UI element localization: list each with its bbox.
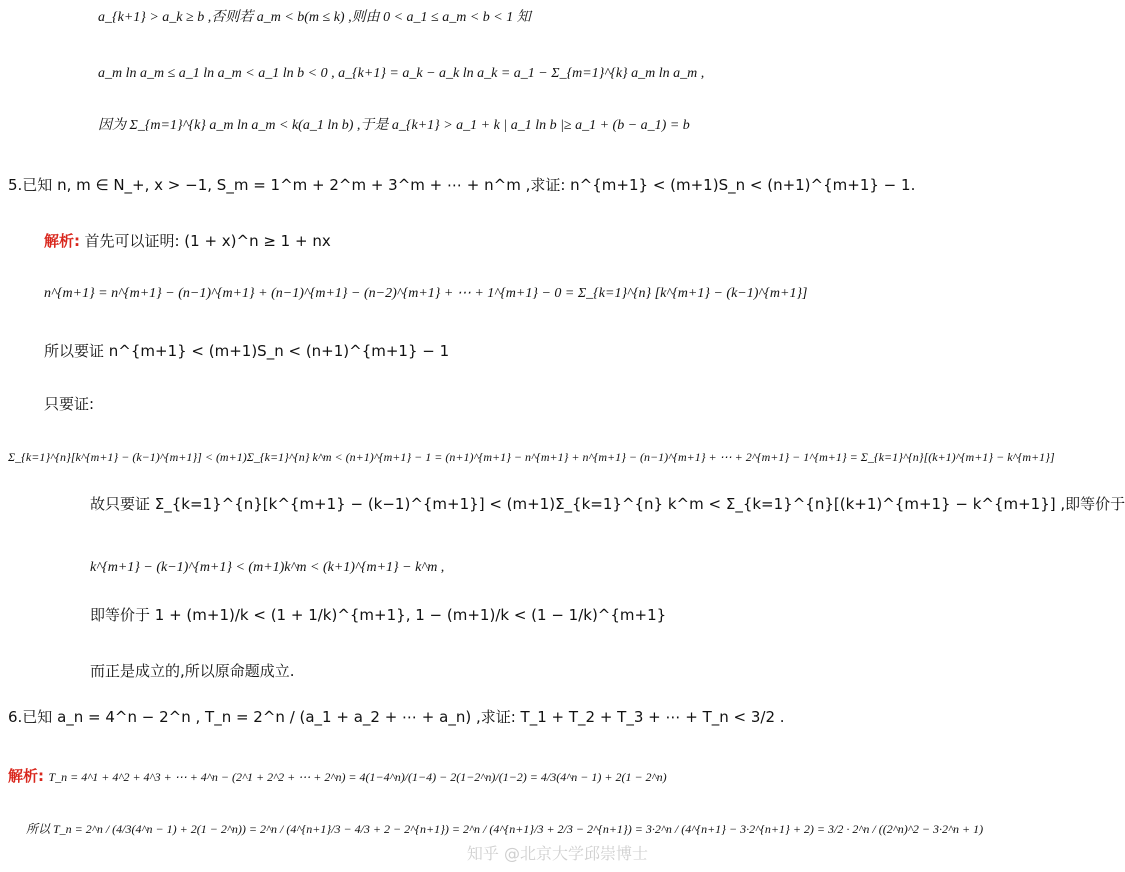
watermark: 知乎 @北京大学邱崇博士	[466, 844, 648, 863]
problem-5: 5.已知 n, m ∈ N_+, x > −1, S_m = 1^m + 2^m + 3^m + ⋯ + n^m ,求证: n^{m+1} < (m+1)S_n < (n+1)^{m+1} − 1.	[8, 176, 916, 194]
text-line-16: 所以 T_n = 2^n / (4/3(4^n − 1) + 2(1 − 2^n)) = 2^n / (4^{n+1}/3 − 4/3 + 2 − 2^{n+1}) = 2^n / (4^{n+1}/3 + 2/3 − 2^{n+1}) = 3·2^n / (4^{n+1} − 3·2^{n+1} + 2) = 3/2 · 2^n / ((2^n)^2 − 3·2^n + 1)	[26, 822, 984, 836]
solution-text-6: T_n = 4^1 + 4^2 + 4^3 + ⋯ + 4^n − (2^1 + 2^2 + ⋯ + 2^n) = 4(1−4^n)/(1−4) − 2(1−2^n)/(1−2) = 4/3(4^n − 1) + 2(1 − 2^n)	[48, 770, 667, 784]
text-line-13: 而正是成立的,所以原命题成立.	[90, 662, 295, 680]
solution-5	[44, 232, 331, 251]
text-line-1: a_{k+1} > a_k ≥ b ,否则若 a_m < b(m ≤ k) ,则由 0 < a_1 ≤ a_m < b < 1 知	[98, 10, 531, 25]
problem-6: 6.已知 a_n = 4^n − 2^n , T_n = 2^n / (a_1 + a_2 + ⋯ + a_n) ,求证: T_1 + T_2 + T_3 + ⋯ + T_n < 3/2 .	[8, 708, 785, 726]
text-line-10: 故只要证 Σ_{k=1}^{n}[k^{m+1} − (k−1)^{m+1}] < (m+1)Σ_{k=1}^{n} k^m < Σ_{k=1}^{n}[(k+1)^{m+1} − k^{m+1}] ,即等价于	[90, 495, 1125, 513]
text-line-12: 即等价于 1 + (m+1)/k < (1 + 1/k)^{m+1}, 1 − (m+1)/k < (1 − 1/k)^{m+1}	[90, 606, 667, 624]
text-line-11: k^{m+1} − (k−1)^{m+1} < (m+1)k^m < (k+1)^{m+1} − k^m ,	[90, 560, 445, 575]
text-line-3: 因为 Σ_{m=1}^{k} a_m ln a_m < k(a_1 ln b) ,于是 a_{k+1} > a_1 + k | a_1 ln b |≥ a_1 + (b − a_1) = b	[98, 118, 690, 133]
solution-label: 解析:	[44, 232, 80, 250]
text-line-8: 只要证:	[44, 395, 95, 413]
solution-text: 首先可以证明: (1 + x)^n ≥ 1 + nx	[84, 232, 331, 250]
text-line-6: n^{m+1} = n^{m+1} − (n−1)^{m+1} + (n−1)^{m+1} − (n−2)^{m+1} + ⋯ + 1^{m+1} − 0 = Σ_{k=1}^{n} [k^{m+1} − (k−1)^{m+1}]	[44, 286, 808, 301]
solution-label-6: 解析:	[8, 767, 44, 785]
solution-6	[8, 767, 667, 786]
text-line-2: a_m ln a_m ≤ a_1 ln a_m < a_1 ln b < 0 , a_{k+1} = a_k − a_k ln a_k = a_1 − Σ_{m=1}^{k} a_m ln a_m ,	[98, 66, 705, 81]
text-line-7: 所以要证 n^{m+1} < (m+1)S_n < (n+1)^{m+1} − 1	[44, 342, 450, 360]
text-line-9: Σ_{k=1}^{n}[k^{m+1} − (k−1)^{m+1}] < (m+1)Σ_{k=1}^{n} k^m < (n+1)^{m+1} − 1 = (n+1)^{m+1} − n^{m+1} + n^{m+1} − (n−1)^{m+1} + ⋯ + 2^{m+1} − 1^{m+1} = Σ_{k=1}^{n}[(k+1)^{m+1} − k^{m+1}]	[8, 450, 1055, 464]
